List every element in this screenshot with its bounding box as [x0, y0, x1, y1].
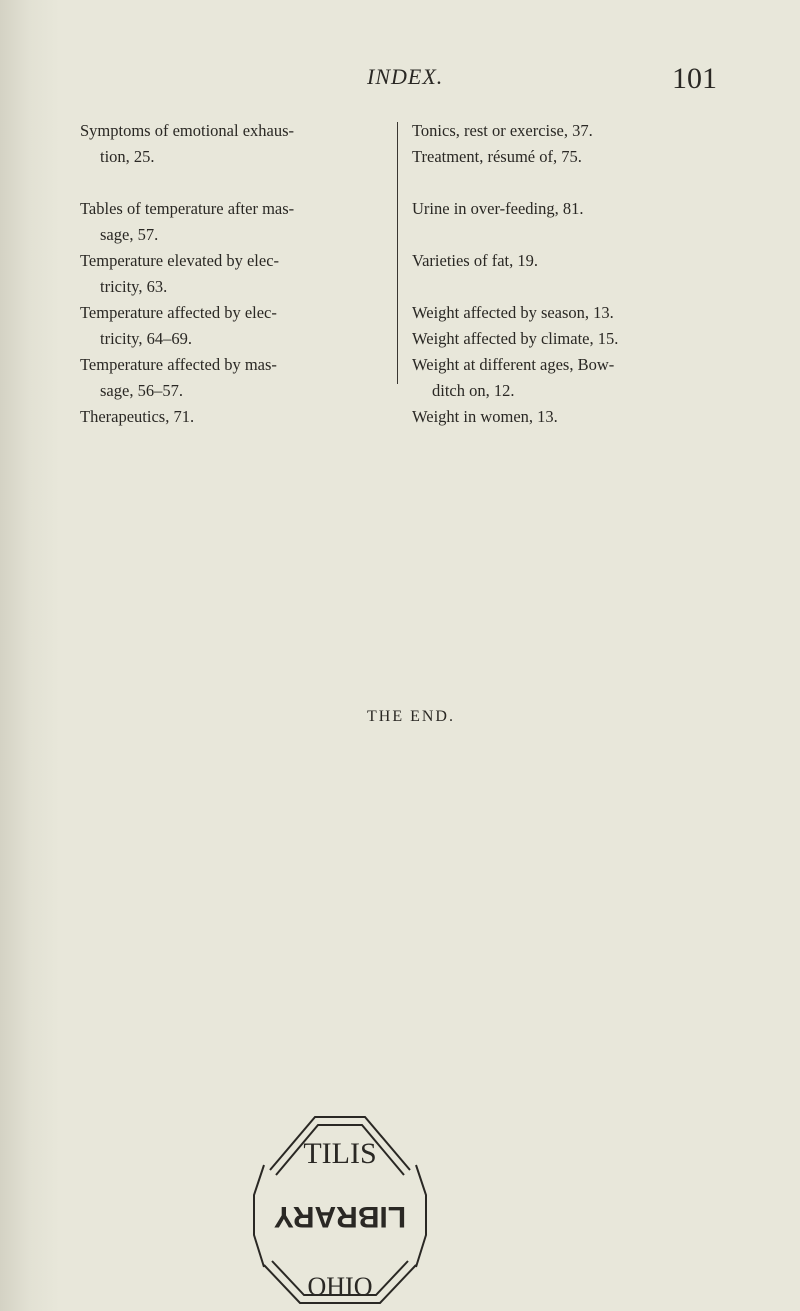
index-entry: Weight affected by climate, 15. [412, 329, 619, 348]
index-entry: Symptoms of emotional exhaus- tion, 25. [80, 121, 295, 166]
page-header [0, 62, 800, 102]
index-entry: Tonics, rest or exercise, 37. [412, 121, 593, 140]
index-entry: Treatment, résumé of, 75. [412, 147, 582, 166]
stamp-bottom-text: OHIO [307, 1272, 373, 1301]
running-head: INDEX. [367, 64, 444, 89]
library-stamp [240, 1095, 440, 1311]
index-entry: Temperature affected by mas- sage, 56–57. [80, 355, 277, 400]
index-entry: Urine in over-feeding, 81. [412, 199, 584, 218]
column-divider [397, 122, 398, 384]
page-number: 101 [672, 62, 717, 95]
index-entry: Temperature elevated by elec- tricity, 63. [80, 251, 280, 296]
index-entry: Tables of temperature after mas- sage, 57. [80, 199, 295, 244]
index-entry: Weight at different ages, Bow- ditch on, 12. [412, 355, 615, 400]
the-end-label: THE END. [367, 708, 455, 725]
stamp-top-text: TILIS [303, 1137, 377, 1170]
index-entry: Therapeutics, 71. [80, 407, 195, 426]
index-column-right [412, 118, 712, 430]
index-entry: Weight affected by season, 13. [412, 303, 614, 322]
index-column-left [80, 118, 380, 430]
index-entry: Varieties of fat, 19. [412, 251, 538, 270]
index-entry: Temperature affected by elec- tricity, 64–69. [80, 303, 277, 348]
stamp-center-text: LIBRARY [273, 1200, 407, 1233]
index-entry: Weight in women, 13. [412, 407, 558, 426]
